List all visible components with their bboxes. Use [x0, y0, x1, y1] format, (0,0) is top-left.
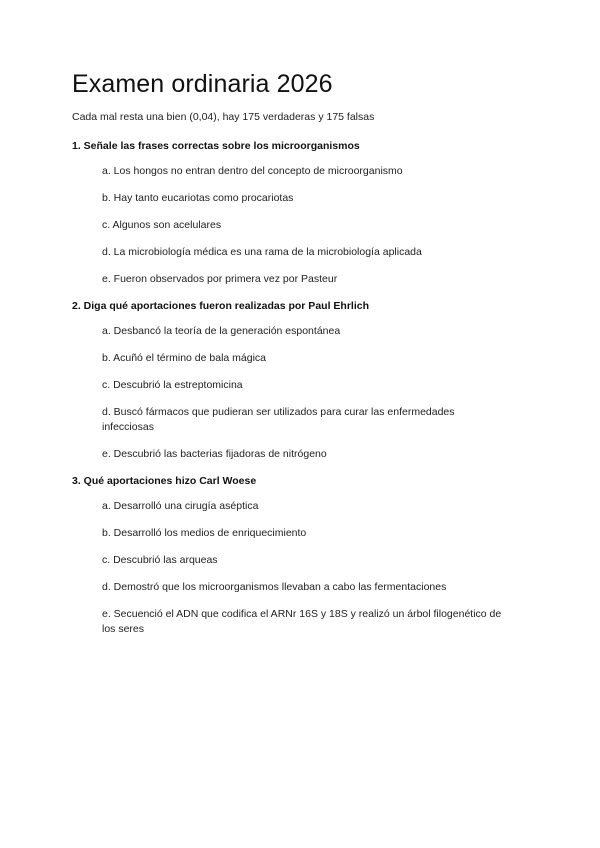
option-1e: e. Fueron observados por primera vez por Pasteur — [102, 273, 338, 285]
option-1a: a. Los hongos no entran dentro del concepto de microorganismo — [102, 165, 403, 177]
option-3b: b. Desarrolló los medios de enriquecimiento — [102, 527, 307, 539]
question-heading: 3. Qué aportaciones hizo Carl Woese — [72, 475, 257, 487]
option-2e: e. Descubrió las bacterias fijadoras de nitrógeno — [102, 448, 327, 460]
option-3e: e. Secuenció el ADN que codifica el ARNr 16S y 18S y realizó un árbol filogenético de los seres — [102, 608, 502, 635]
option-3d: d. Demostró que los microorganismos llevaban a cabo las fermentaciones — [102, 581, 447, 593]
option-2a: a. Desbancó la teoría de la generación espontánea — [102, 325, 341, 337]
option-2c: c. Descubrió la estreptomicina — [102, 379, 243, 391]
question-heading: 1. Señale las frases correctas sobre los microorganismos — [72, 140, 360, 152]
question-heading: 2. Diga qué aportaciones fueron realizadas por Paul Ehrlich — [72, 300, 369, 312]
question-2 — [72, 299, 532, 462]
option-3a: a. Desarrolló una cirugía aséptica — [102, 500, 259, 512]
question-3 — [72, 474, 532, 637]
option-2b: b. Acuñó el término de bala mágica — [102, 352, 267, 364]
question-list — [72, 139, 532, 649]
option-2d: d. Buscó fármacos que pudieran ser utilizados para curar las enfermedades infecciosas — [102, 406, 455, 433]
question-1 — [72, 139, 532, 287]
page-title: Examen ordinaria 2026 — [72, 70, 333, 98]
option-1c: c. Algunos son acelulares — [102, 219, 222, 231]
option-1b: b. Hay tanto eucariotas como procariotas — [102, 192, 294, 204]
option-3c: c. Descubrió las arqueas — [102, 554, 218, 566]
exam-instructions: Cada mal resta una bien (0,04), hay 175 verdaderas y 175 falsas — [72, 111, 375, 123]
option-1d: d. La microbiología médica es una rama de la microbiología aplicada — [102, 246, 422, 258]
